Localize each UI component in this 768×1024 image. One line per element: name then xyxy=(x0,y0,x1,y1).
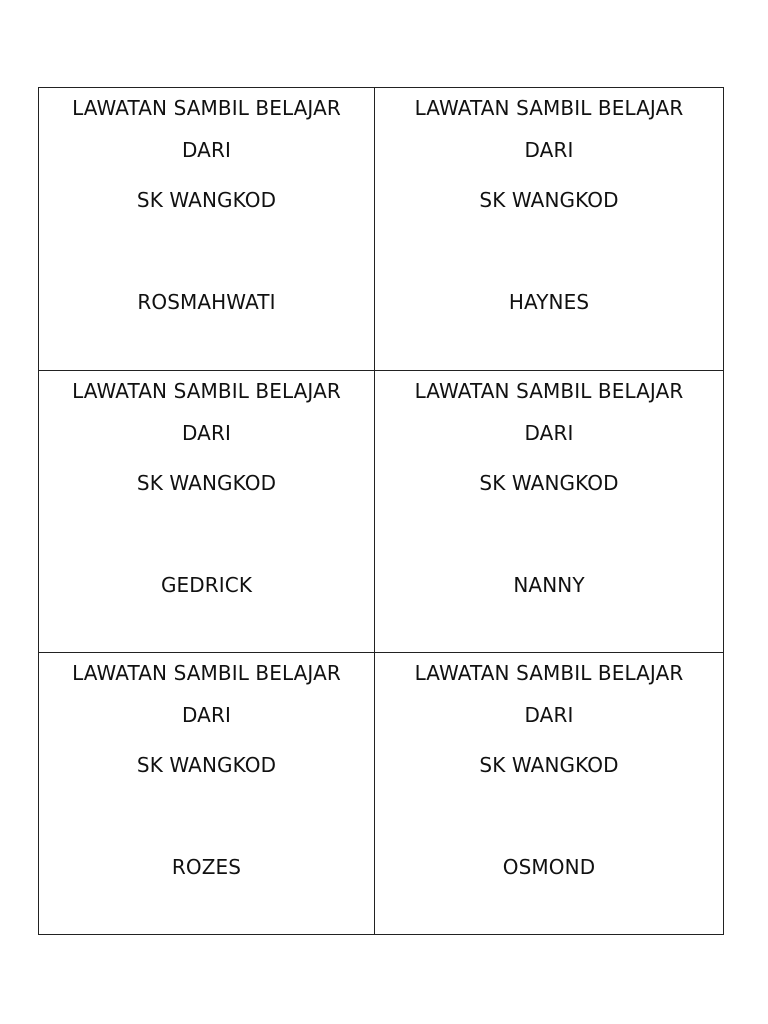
name-tag-card xyxy=(375,88,723,371)
card-heading: LAWATAN SAMBIL BELAJAR xyxy=(414,661,684,685)
name-tag-card xyxy=(375,653,723,934)
card-from-label: DARI xyxy=(524,703,574,727)
card-school-name: SK WANGKOD xyxy=(479,471,619,495)
card-from-label: DARI xyxy=(182,703,231,727)
card-from-label: DARI xyxy=(524,138,574,162)
card-from-label: DARI xyxy=(182,138,231,162)
card-school-name: SK WANGKOD xyxy=(136,188,277,212)
card-school-name: SK WANGKOD xyxy=(479,753,619,777)
name-tag-card xyxy=(39,88,375,371)
card-person-name: ROZES xyxy=(171,855,242,879)
card-school-name: SK WANGKOD xyxy=(136,753,277,777)
name-tag-card xyxy=(39,653,375,934)
card-person-name: HAYNES xyxy=(508,290,590,314)
name-tag-card xyxy=(375,371,723,653)
name-tag-card xyxy=(39,371,375,653)
card-person-name: GEDRICK xyxy=(160,573,253,597)
card-heading: LAWATAN SAMBIL BELAJAR xyxy=(72,661,341,685)
card-heading: LAWATAN SAMBIL BELAJAR xyxy=(414,379,684,403)
card-from-label: DARI xyxy=(524,421,574,445)
card-person-name: NANNY xyxy=(513,573,585,597)
card-school-name: SK WANGKOD xyxy=(479,188,619,212)
card-person-name: OSMOND xyxy=(502,855,596,879)
name-tag-grid xyxy=(38,87,724,935)
card-school-name: SK WANGKOD xyxy=(136,471,277,495)
card-from-label: DARI xyxy=(182,421,231,445)
card-person-name: ROSMAHWATI xyxy=(137,290,276,314)
card-heading: LAWATAN SAMBIL BELAJAR xyxy=(72,379,341,403)
card-heading: LAWATAN SAMBIL BELAJAR xyxy=(72,96,341,120)
card-heading: LAWATAN SAMBIL BELAJAR xyxy=(414,96,684,120)
